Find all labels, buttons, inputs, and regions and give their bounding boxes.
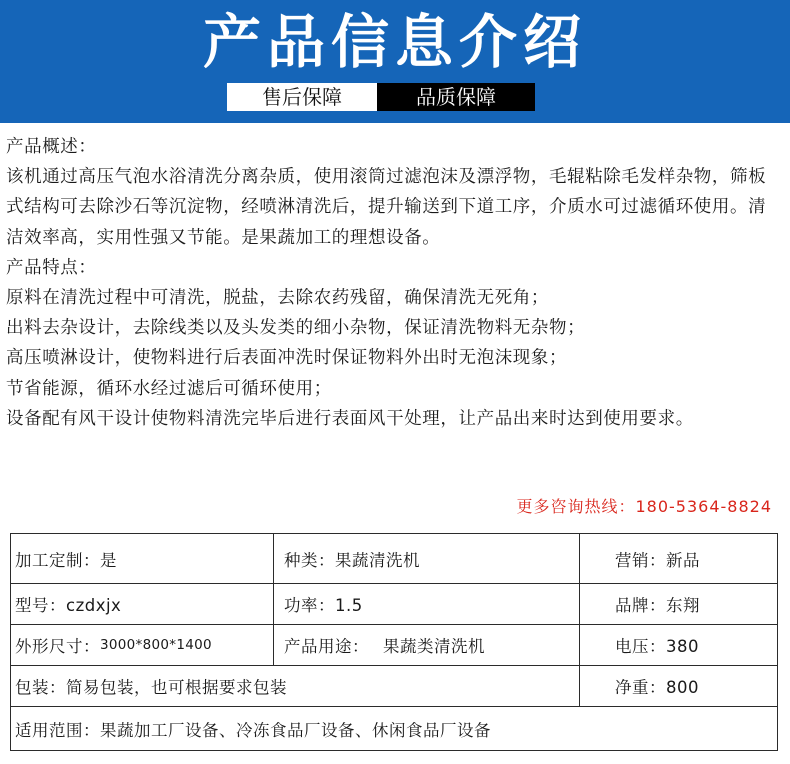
spec-table	[10, 533, 778, 751]
spec-category: 种类：果蔬清洗机	[284, 550, 420, 570]
spec-usage-label: 产品用途：	[284, 637, 369, 656]
feature-item: 原料在清洗过程中可清洗，脱盐，去除农药残留，确保清洗无死角；	[6, 288, 549, 309]
spec-brand: 品牌：东翔	[615, 596, 700, 615]
spec-dimensions-label: 外形尺寸：	[15, 637, 100, 656]
features-heading: 产品特点：	[6, 257, 97, 278]
table-row	[11, 583, 777, 624]
feature-item: 设备配有风干设计使物料清洗完毕后进行表面风干处理，让产品出来时达到使用要求。	[6, 408, 694, 429]
spec-usage	[274, 625, 579, 665]
spec-dimensions-value: 3000*800*1400	[100, 637, 212, 653]
tab-quality[interactable]: 品质保障	[377, 83, 535, 111]
spec-dimensions	[11, 625, 273, 665]
page-title: 产品信息介绍	[202, 8, 587, 76]
overview-heading: 产品概述：	[6, 137, 97, 157]
spec-packaging: 包装：简易包装，也可根据要求包装	[15, 678, 287, 697]
hotline-text: 更多咨询热线：180-5364-8824	[516, 497, 772, 516]
spec-net-weight: 净重：800	[615, 678, 699, 697]
table-row	[11, 706, 777, 750]
spec-voltage: 电压：380	[615, 637, 699, 656]
overview-body: 该机通过高压气泡水浴清洗分离杂质，使用滚筒过滤泡沫及漂浮物，毛辊粘除毛发样杂物，筛板式结构可去除沙石等沉淀物，经喷淋清洗后，提升输送到下道工序，介质水可过滤循环使用。清洁效率高，实用性强又节能。是果蔬加工的理想设备。	[6, 167, 767, 248]
feature-item: 高压喷淋设计，使物料进行后表面冲洗时保证物料外出时无泡沫现象；	[6, 348, 568, 369]
spec-usage-value: 果蔬类清洗机	[383, 637, 485, 656]
table-row	[11, 534, 777, 583]
feature-item: 出料去杂设计，去除线类以及头发类的细小杂物，保证清洗物料无杂物；	[6, 318, 586, 339]
spec-model: 型号：czdxjx	[15, 596, 122, 615]
table-row	[11, 665, 777, 706]
table-row	[11, 624, 777, 665]
spec-marketing: 营销：新品	[615, 550, 700, 570]
banner-tabs	[227, 83, 535, 111]
product-description	[6, 132, 784, 434]
feature-item: 节省能源，循环水经过滤后可循环使用；	[6, 378, 332, 399]
spec-custom: 加工定制：是	[15, 550, 117, 570]
tab-after-sales[interactable]: 售后保障	[227, 83, 377, 111]
spec-application-scope: 适用范围：果蔬加工厂设备、冷冻食品厂设备、休闲食品厂设备	[15, 720, 491, 740]
spec-power: 功率：1.5	[284, 596, 363, 615]
header-banner	[0, 0, 790, 123]
